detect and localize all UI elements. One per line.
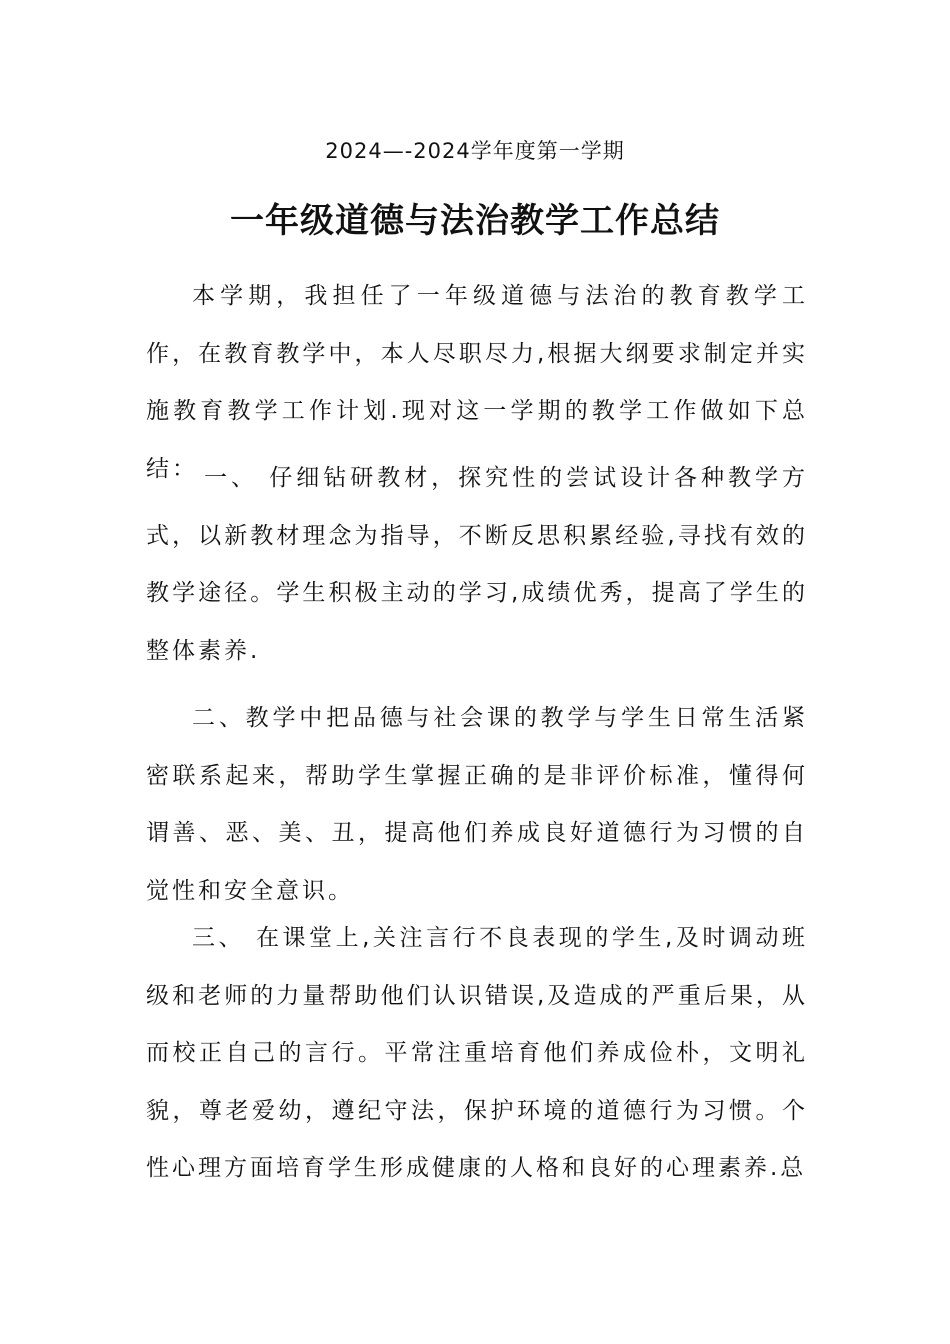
paragraph-section-2: 二、教学中把品德与社会课的教学与学生日常生活紧密联系起来，帮助学生掌握正确的是非评价标准，懂得何谓善、恶、美、丑，提高他们养成良好道德行为习惯的自觉性和安全意识。 (146, 705, 808, 904)
paragraph-section-1: 一、 仔细钻研教材，探究性的尝试设计各种教学方式，以新教材理念为指导，不断反思积累经验,寻找有效的教学途径。学生积极主动的学习,成绩优秀，提高了学生的整体素养. (146, 465, 808, 664)
document-subtitle: 2024—-2024学年度第一学期 (325, 139, 625, 163)
paragraph-intro: 本学期，我担任了一年级道德与法治的教育教学工作，在教育教学中，本人尽职尽力,根据大纲要求制定并实施教育教学工作计划.现对这一学期的教学工作做如下总结： (146, 283, 808, 482)
paragraph-section-3: 三、 在课堂上,关注言行不良表现的学生,及时调动班级和老师的力量帮助他们认识错误,及造成的严重后果，从而校正自己的言行。平常注重培育他们养成俭朴，文明礼貌，尊老爱幼，遵纪守法，保护环境的道德行为习惯。个性心理方面培育学生形成健康的人格和良好的心理素养.总 (146, 925, 808, 1181)
document-title: 一年级道德与法治教学工作总结 (230, 201, 720, 241)
